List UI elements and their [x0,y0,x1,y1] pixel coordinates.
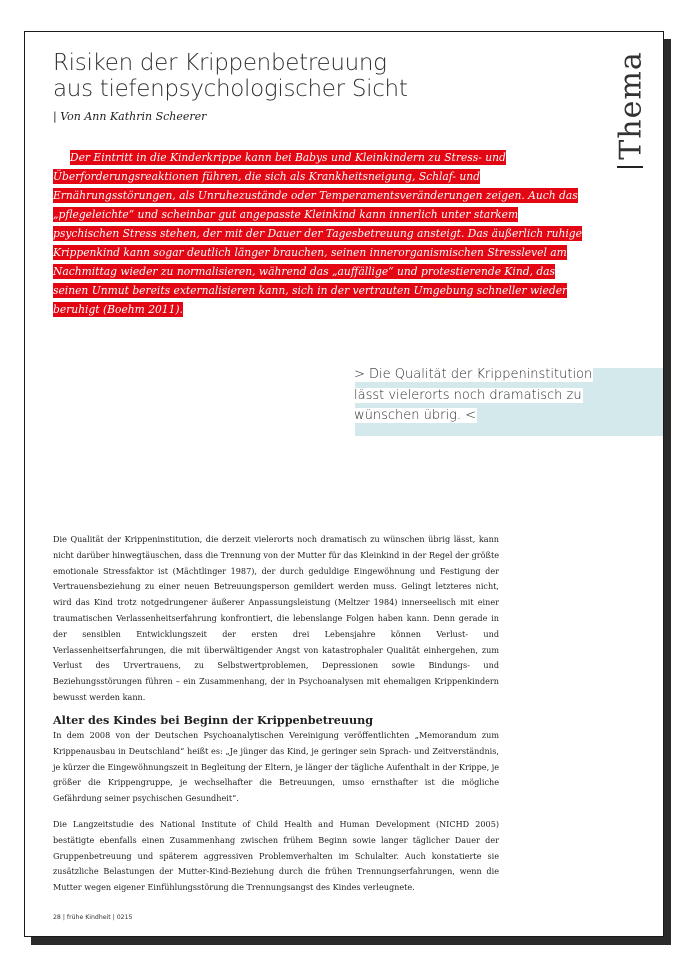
page-footer: 28 | frühe Kindheit | 0215 [53,914,133,921]
intro-highlight [53,148,583,319]
body-paragraph-3: Die Langzeitstudie des National Institute of Child Health and Human Development (NICHD 2005) bestätigte ebenfalls einen Zusammenhang zwischen frühem Beginn sowie langer täglicher Dauer der Gruppenbetreuung und späterem aggressiven Problemverhalten im Schulalter. Auch konstatierte sie zusätzliche Belastungen der Mutter-Kind-Beziehung durch die frühen Trennungserfahrungen, wenn die Mutter wegen eigener Einfühlungsstörung die Trennungsangst des Kindes verleugnete. [53,819,499,893]
pullquote-text: > Die Qualität der Krippeninstitution lässt vielerorts noch dramatisch zu wünschen übrig. < [354,367,593,423]
byline: | Von Ann Kathrin Scheerer [53,110,207,123]
magazine-page [24,31,664,937]
section-label-rule [617,166,643,168]
intro-text: Der Eintritt in die Kinderkrippe kann bei Babys und Kleinkindern zu Stress- und Überforderungsreaktionen führen, die sich als Krankheitsneigung, Schlaf- und Ernährungsstörungen, als Unruhezustände oder Temperamentsveränderungen zeigen. Auch das „pflegeleichte“ und scheinbar gut angepasste Kleinkind kann innerlich unter starkem psychischen Stress stehen, der mit der Dauer der Tagesbetreuung ansteigt. Das äußerlich ruhige Krippenkind kann sogar deutlich länger brauchen, seinen innerorganismischen Stresslevel am Nachmittag wieder zu normalisieren, während das „auffällige“ und protestierende Kind, das seinen Unmut bereits externalisieren kann, sich in der vertrauten Umgebung schneller wieder beruhigt (Boehm 2011). [53,151,582,316]
article-title [53,50,523,102]
body-paragraph-2: In dem 2008 von der Deutschen Psychoanalytischen Vereinigung veröffentlichten „Memorandum zum Krippenausbau in Deutschland“ heißt es: „Je jünger das Kind, je geringer sein Sprach- und Zeitverständnis, je kürzer die Eingewöhnungszeit in Begleitung der Eltern, je länger der tägliche Aufenthalt in der Krippe, je größer die Krippengruppe, je wechselhafter die Betreuungen, umso ernsthafter ist die mögliche Gefährdung seiner psychischen Gesundheit“. [53,730,500,804]
body-paragraph-1: Die Qualität der Krippeninstitution, die derzeit vielerorts noch dramatisch zu wünschen übrig lässt, kann nicht darüber hinwegtäuschen, dass die Trennung von der Mutter für das Kleinkind in der Regel der größte emotionale Stressfaktor ist (Mächtlinger 1987), der durch geduldige Eingewöhnung und Festigung der Vertrauensbeziehung zu einer neuen Betreuungsperson gemildert werden muss. Gelingt letzteres nicht, wird das Kind trotz notgedrungener äußerer Anpassungsleistung (Meltzer 1984) innerseelisch mit einer traumatischen Verlassenheitserfahrung konfrontiert, die lebenslange Folgen haben kann. Denn gerade in der sensiblen Entwicklungszeit der ersten drei Lebensjahre können Verlust- und Verlassenheitserfahrungen, die mit überwältigender Angst von katastrophaler Qualität einhergehen, zum Verlust des Urvertrauens, zu Selbstwertproblemen, Depressionen sowie Bindungs- und Beziehungsstörungen führen – ein Zusammenhang, der in Psychoanalysen mit ehemaligen Krippenkindern bewusst werden kann. [53,534,499,702]
section-heading: Alter des Kindes bei Beginn der Krippenbetreuung [53,713,374,727]
section-label [611,36,651,184]
title-line-2: aus tiefenpsychologischer Sicht [53,76,408,102]
pullquote [353,365,613,427]
section-label-text: Thema [613,51,649,160]
title-line-1: Risiken der Krippenbetreuung [53,50,387,76]
